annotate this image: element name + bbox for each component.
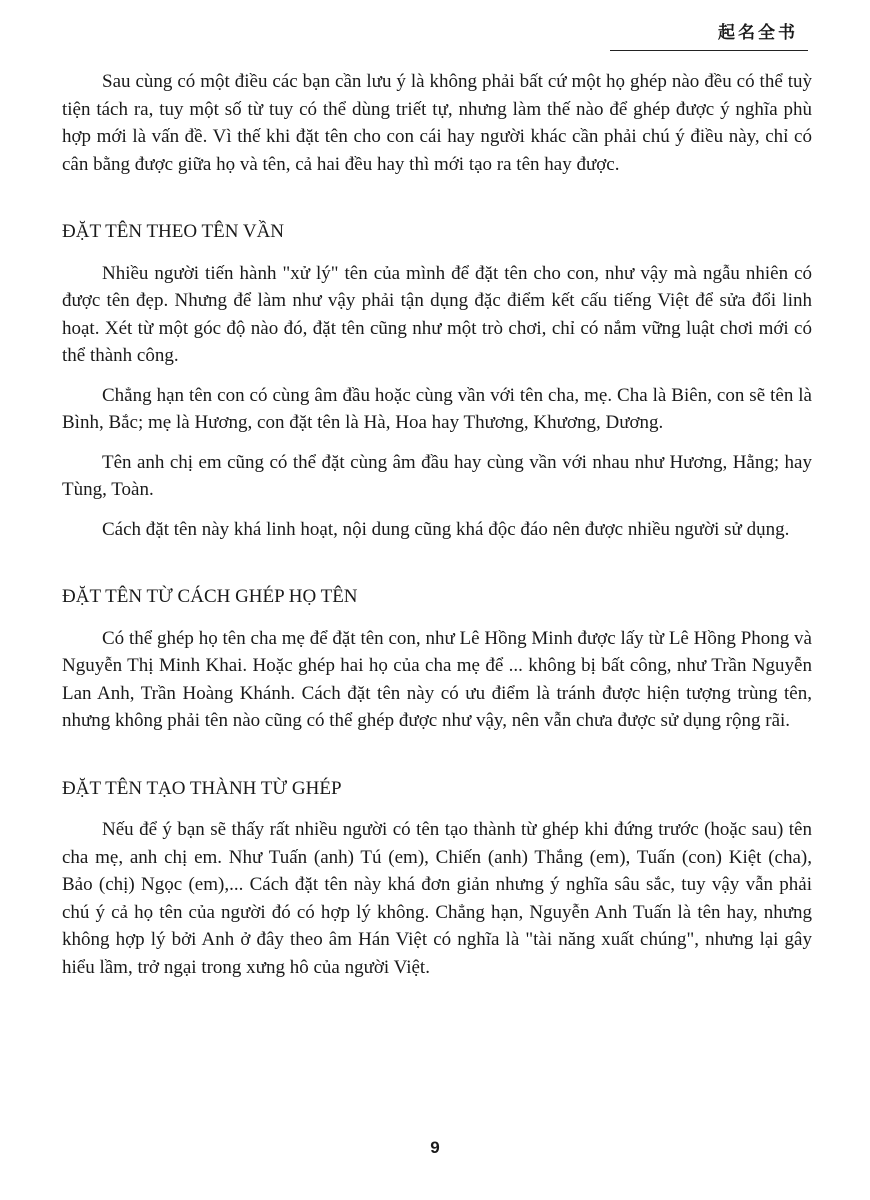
running-header-title: 起名全书 (718, 23, 798, 43)
section-heading: ĐẶT TÊN TỪ CÁCH GHÉP HỌ TÊN (62, 586, 358, 607)
body-paragraph: Nếu để ý bạn sẽ thấy rất nhiều người có tên tạo thành từ ghép khi đứng trước (hoặc sau) tên cha mẹ, anh chị em. Như Tuấn (anh) Tú (em), Chiến (anh) Thắng (em), Tuấn (con) Kiệt (cha), Bảo (chị) Ngọc (em),... Cách đặt tên này khá đơn giản nhưng ý nghĩa sâu sắc, tuy vậy vẫn phải chú ý cả họ tên của người đó có hợp lý không. Chẳng hạn, Nguyễn Anh Tuấn là tên hay, nhưng không hợp lý bởi Anh ở đây theo âm Hán Việt có nghĩa là "tài năng xuất chúng", nhưng lại gây hiểu lầm, trở ngại trong xưng hô của người Việt. (62, 819, 812, 978)
page-number: 9 (430, 1138, 440, 1157)
section-rhyme-names (62, 218, 812, 543)
body-paragraph: Nhiều người tiến hành "xử lý" tên của mình để đặt tên cho con, như vậy mà ngẫu nhiên có được tên đẹp. Nhưng để làm như vậy phải tận dụng đặc điểm kết cấu tiếng Việt để sửa đổi linh hoạt. Xét từ một góc độ nào đó, đặt tên cũng như một trò chơi, chỉ có nắm vững luật chơi mới có thể thành công. (62, 262, 812, 366)
section-heading: ĐẶT TÊN TẠO THÀNH TỪ GHÉP (62, 777, 342, 799)
body-paragraph: Tên anh chị em cũng có thể đặt cùng âm đầu hay cùng vần với nhau như Hương, Hằng; hay Tùng, Toàn. (62, 451, 812, 500)
body-paragraph: Có thể ghép họ tên cha mẹ để đặt tên con, như Lê Hồng Minh được lấy từ Lê Hồng Phong và Nguyễn Thị Minh Khai. Hoặc ghép hai họ của cha mẹ để ... không bị bất công, như Trần Nguyễn Lan Anh, Trần Hoàng Khánh. Cách đặt tên này có ưu điểm là tránh được hiện tượng trùng tên, nhưng không phải tên nào cũng có thể ghép được như vậy, nên vẫn chưa được sử dụng rộng rãi. (62, 627, 812, 731)
section-compound-words (62, 775, 812, 982)
page-body (62, 68, 812, 981)
header-rule (610, 50, 808, 51)
body-paragraph: Cách đặt tên này khá linh hoạt, nội dung cũng khá độc đáo nên được nhiều người sử dụng. (102, 518, 790, 540)
intro-paragraph: Sau cùng có một điều các bạn cần lưu ý là không phải bất cứ một họ ghép nào đều có thể tuỳ tiện tách ra, tuy một số từ tuy có thể dùng triết tự, nhưng làm thế nào để ghép được ý nghĩa phù hợp mới là vấn đề. Vì thế khi đặt tên cho con cái hay người khác cần phải chú ý điều này, chỉ có cân bằng được giữa họ và tên, cả hai đều hay thì mới tạo ra tên hay được. (62, 71, 812, 175)
section-combined-surnames (62, 583, 812, 735)
body-paragraph: Chẳng hạn tên con có cùng âm đầu hoặc cùng vần với tên cha, mẹ. Cha là Biên, con sẽ tên là Bình, Bắc; mẹ là Hương, con đặt tên là Hà, Hoa hay Thương, Khương, Dương. (62, 384, 812, 433)
section-heading: ĐẶT TÊN THEO TÊN VẦN (62, 221, 285, 242)
